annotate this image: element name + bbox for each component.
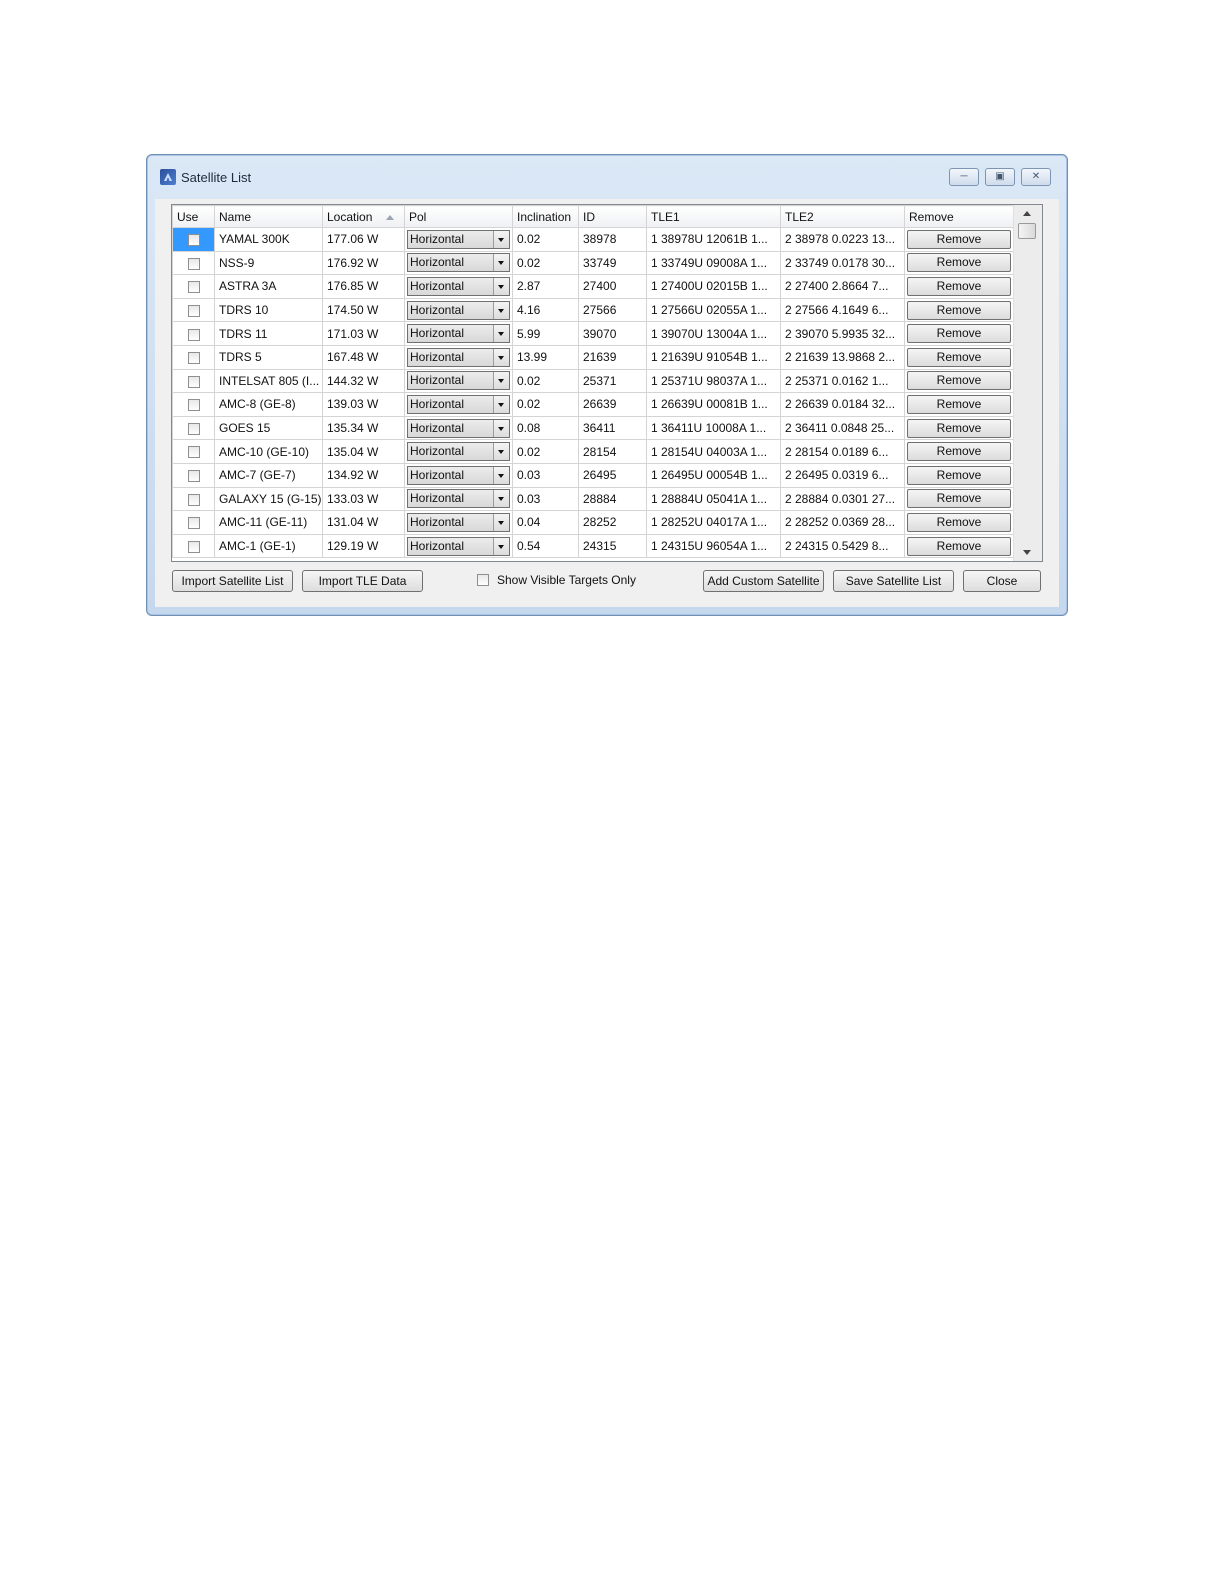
import-satellite-list-button[interactable]: Import Satellite List <box>172 570 293 592</box>
chevron-down-icon[interactable] <box>493 372 509 389</box>
location-cell[interactable]: 135.34 W <box>323 416 405 440</box>
location-cell[interactable]: 139.03 W <box>323 393 405 417</box>
remove-button[interactable]: Remove <box>907 324 1011 343</box>
name-cell[interactable]: ASTRA 3A <box>215 275 323 299</box>
remove-cell <box>905 251 1014 275</box>
use-cell <box>173 228 215 252</box>
inclination-cell[interactable]: 0.03 <box>513 487 579 511</box>
tle1-cell[interactable]: 1 39070U 13004A 1... <box>647 322 781 346</box>
location-cell[interactable]: 131.04 W <box>323 511 405 535</box>
remove-button[interactable]: Remove <box>907 301 1011 320</box>
pol-dropdown-value: Horizontal <box>410 420 465 435</box>
pol-dropdown-value: Horizontal <box>410 349 465 364</box>
pol-dropdown-value: Horizontal <box>410 302 465 317</box>
id-cell[interactable]: 33749 <box>579 251 647 275</box>
inclination-cell[interactable]: 2.87 <box>513 275 579 299</box>
column-header-use[interactable]: Use <box>173 206 215 228</box>
pol-dropdown[interactable] <box>407 489 510 508</box>
chevron-down-icon[interactable] <box>493 490 509 507</box>
remove-cell <box>905 463 1014 487</box>
remove-cell <box>905 393 1014 417</box>
show-visible-targets-label: Show Visible Targets Only <box>497 573 636 587</box>
id-cell[interactable]: 26639 <box>579 393 647 417</box>
name-cell[interactable]: AMC-10 (GE-10) <box>215 440 323 464</box>
tle1-cell[interactable]: 1 21639U 91054B 1... <box>647 345 781 369</box>
save-satellite-list-button[interactable]: Save Satellite List <box>833 570 954 592</box>
table-row[interactable] <box>173 369 1014 393</box>
table-row[interactable] <box>173 298 1014 322</box>
use-checkbox[interactable] <box>188 234 200 246</box>
use-checkbox[interactable] <box>188 305 200 317</box>
remove-cell <box>905 322 1014 346</box>
use-checkbox[interactable] <box>188 470 200 482</box>
sort-ascending-icon <box>386 215 394 220</box>
pol-dropdown-value: Horizontal <box>410 396 465 411</box>
name-cell[interactable]: GALAXY 15 (G-15) <box>215 487 323 511</box>
tle2-cell[interactable]: 2 27566 4.1649 6... <box>781 298 905 322</box>
satellite-table <box>172 205 1014 558</box>
tle2-cell[interactable]: 2 38978 0.0223 13... <box>781 228 905 252</box>
chevron-down-icon[interactable] <box>493 396 509 413</box>
table-row[interactable] <box>173 322 1014 346</box>
close-window-button[interactable] <box>1021 168 1051 186</box>
use-checkbox[interactable] <box>188 494 200 506</box>
satellite-grid <box>171 204 1043 562</box>
column-header-name[interactable]: Name <box>215 206 323 228</box>
close-icon: ✕ <box>1031 171 1041 182</box>
tle1-cell[interactable]: 1 24315U 96054A 1... <box>647 534 781 558</box>
chevron-down-icon[interactable] <box>493 349 509 366</box>
import-tle-data-button[interactable]: Import TLE Data <box>302 570 423 592</box>
id-cell[interactable]: 28884 <box>579 487 647 511</box>
scroll-up-icon[interactable] <box>1023 211 1031 216</box>
tle2-cell[interactable]: 2 36411 0.0848 25... <box>781 416 905 440</box>
column-header-location-label: Location <box>327 209 373 224</box>
use-checkbox[interactable] <box>188 376 200 388</box>
name-cell[interactable]: INTELSAT 805 (I... <box>215 369 323 393</box>
tle1-cell[interactable]: 1 25371U 98037A 1... <box>647 369 781 393</box>
column-header-inclination[interactable]: Inclination <box>513 206 579 228</box>
name-cell[interactable]: AMC-11 (GE-11) <box>215 511 323 535</box>
tle2-cell[interactable]: 2 39070 5.9935 32... <box>781 322 905 346</box>
maximize-button[interactable] <box>985 168 1015 186</box>
chevron-down-icon[interactable] <box>493 231 509 248</box>
use-cell <box>173 511 215 535</box>
remove-cell <box>905 534 1014 558</box>
remove-button[interactable]: Remove <box>907 513 1011 532</box>
pol-cell <box>405 416 513 440</box>
tle1-cell[interactable]: 1 33749U 09008A 1... <box>647 251 781 275</box>
chevron-down-icon[interactable] <box>493 325 509 342</box>
location-cell[interactable]: 177.06 W <box>323 228 405 252</box>
tle1-cell[interactable]: 1 28252U 04017A 1... <box>647 511 781 535</box>
window-client-area <box>155 199 1059 607</box>
table-row[interactable] <box>173 534 1014 558</box>
inclination-cell[interactable]: 0.03 <box>513 463 579 487</box>
tle1-cell[interactable]: 1 28884U 05041A 1... <box>647 487 781 511</box>
inclination-cell[interactable]: 0.02 <box>513 228 579 252</box>
remove-cell <box>905 275 1014 299</box>
chevron-down-icon[interactable] <box>493 420 509 437</box>
use-cell <box>173 345 215 369</box>
remove-button[interactable]: Remove <box>907 253 1011 272</box>
table-row[interactable] <box>173 463 1014 487</box>
id-cell[interactable]: 28154 <box>579 440 647 464</box>
tle1-cell[interactable]: 1 27400U 02015B 1... <box>647 275 781 299</box>
app-logo-icon <box>160 169 176 185</box>
remove-button[interactable]: Remove <box>907 277 1011 296</box>
satellite-list-window <box>146 154 1068 616</box>
remove-button[interactable]: Remove <box>907 442 1011 461</box>
pol-dropdown[interactable] <box>407 419 510 438</box>
minimize-icon: ─ <box>960 171 968 182</box>
column-header-pol[interactable]: Pol <box>405 206 513 228</box>
table-row[interactable] <box>173 345 1014 369</box>
id-cell[interactable]: 27400 <box>579 275 647 299</box>
tle1-cell[interactable]: 1 26495U 00054B 1... <box>647 463 781 487</box>
pol-dropdown-value: Horizontal <box>410 467 465 482</box>
table-row[interactable] <box>173 228 1014 252</box>
remove-cell <box>905 345 1014 369</box>
name-cell[interactable]: TDRS 11 <box>215 322 323 346</box>
inclination-cell[interactable]: 0.04 <box>513 511 579 535</box>
use-checkbox[interactable] <box>188 258 200 270</box>
use-cell <box>173 440 215 464</box>
tle2-cell[interactable]: 2 26639 0.0184 32... <box>781 393 905 417</box>
location-cell[interactable]: 133.03 W <box>323 487 405 511</box>
tle2-cell[interactable]: 2 21639 13.9868 2... <box>781 345 905 369</box>
table-header-row <box>173 206 1014 228</box>
use-cell <box>173 393 215 417</box>
tle2-cell[interactable]: 2 33749 0.0178 30... <box>781 251 905 275</box>
table-row[interactable] <box>173 416 1014 440</box>
table-row[interactable] <box>173 440 1014 464</box>
pol-dropdown-value: Horizontal <box>410 231 465 246</box>
pol-cell <box>405 534 513 558</box>
use-checkbox[interactable] <box>188 352 200 364</box>
tle1-cell[interactable]: 1 26639U 00081B 1... <box>647 393 781 417</box>
remove-button[interactable]: Remove <box>907 348 1011 367</box>
pol-cell <box>405 275 513 299</box>
name-cell[interactable]: AMC-7 (GE-7) <box>215 463 323 487</box>
table-row[interactable] <box>173 487 1014 511</box>
use-checkbox[interactable] <box>188 281 200 293</box>
pol-dropdown[interactable] <box>407 253 510 272</box>
remove-cell <box>905 416 1014 440</box>
use-checkbox[interactable] <box>188 517 200 529</box>
remove-cell <box>905 298 1014 322</box>
chevron-down-icon[interactable] <box>493 538 509 555</box>
inclination-cell[interactable]: 4.16 <box>513 298 579 322</box>
remove-button[interactable]: Remove <box>907 230 1011 249</box>
inclination-cell[interactable]: 0.02 <box>513 251 579 275</box>
pol-cell <box>405 228 513 252</box>
remove-button[interactable]: Remove <box>907 489 1011 508</box>
title-bar[interactable] <box>147 155 1067 199</box>
pol-dropdown-value: Horizontal <box>410 278 465 293</box>
name-cell[interactable]: GOES 15 <box>215 416 323 440</box>
pol-cell <box>405 393 513 417</box>
chevron-down-icon[interactable] <box>493 443 509 460</box>
table-body <box>173 228 1014 558</box>
use-cell <box>173 369 215 393</box>
tle2-cell[interactable]: 2 27400 2.8664 7... <box>781 275 905 299</box>
pol-dropdown[interactable] <box>407 230 510 249</box>
remove-cell <box>905 440 1014 464</box>
scroll-thumb[interactable] <box>1018 223 1036 239</box>
pol-dropdown[interactable] <box>407 466 510 485</box>
vertical-scrollbar[interactable] <box>1013 205 1042 561</box>
inclination-cell[interactable]: 0.54 <box>513 534 579 558</box>
pol-dropdown[interactable] <box>407 442 510 461</box>
table-row[interactable] <box>173 511 1014 535</box>
window-title: Satellite List <box>181 170 252 185</box>
name-cell[interactable]: TDRS 10 <box>215 298 323 322</box>
show-visible-targets-checkbox[interactable] <box>477 574 489 586</box>
use-checkbox[interactable] <box>188 446 200 458</box>
pol-dropdown[interactable] <box>407 324 510 343</box>
pol-dropdown[interactable] <box>407 537 510 556</box>
use-checkbox[interactable] <box>188 541 200 553</box>
use-checkbox[interactable] <box>188 329 200 341</box>
use-checkbox[interactable] <box>188 423 200 435</box>
pol-dropdown-value: Horizontal <box>410 326 465 341</box>
remove-button[interactable]: Remove <box>907 371 1011 390</box>
inclination-cell[interactable]: 0.02 <box>513 369 579 393</box>
remove-cell <box>905 228 1014 252</box>
pol-dropdown[interactable] <box>407 301 510 320</box>
use-checkbox[interactable] <box>188 399 200 411</box>
remove-cell <box>905 369 1014 393</box>
location-cell[interactable]: 167.48 W <box>323 345 405 369</box>
location-cell[interactable]: 144.32 W <box>323 369 405 393</box>
id-cell[interactable]: 27566 <box>579 298 647 322</box>
maximize-icon: ▣ <box>995 171 1005 182</box>
tle1-cell[interactable]: 1 38978U 12061B 1... <box>647 228 781 252</box>
tle2-cell[interactable]: 2 28252 0.0369 28... <box>781 511 905 535</box>
name-cell[interactable]: YAMAL 300K <box>215 228 323 252</box>
pol-dropdown[interactable] <box>407 348 510 367</box>
pol-dropdown-value: Horizontal <box>410 491 465 506</box>
table-row[interactable] <box>173 275 1014 299</box>
table-row[interactable] <box>173 251 1014 275</box>
column-header-tle2[interactable]: TLE2 <box>781 206 905 228</box>
remove-button[interactable]: Remove <box>907 537 1011 556</box>
tle2-cell[interactable]: 2 28154 0.0189 6... <box>781 440 905 464</box>
column-header-remove[interactable]: Remove <box>905 206 1014 228</box>
chevron-down-icon[interactable] <box>493 254 509 271</box>
pol-cell <box>405 298 513 322</box>
pol-cell <box>405 345 513 369</box>
chevron-down-icon[interactable] <box>493 302 509 319</box>
tle1-cell[interactable]: 1 27566U 02055A 1... <box>647 298 781 322</box>
pol-dropdown-value: Horizontal <box>410 538 465 553</box>
close-button[interactable]: Close <box>963 570 1041 592</box>
pol-dropdown[interactable] <box>407 513 510 532</box>
chevron-down-icon[interactable] <box>493 278 509 295</box>
pol-cell <box>405 251 513 275</box>
inclination-cell[interactable]: 0.02 <box>513 393 579 417</box>
use-cell <box>173 298 215 322</box>
pol-cell <box>405 369 513 393</box>
show-visible-targets-toggle[interactable] <box>477 573 636 587</box>
location-cell[interactable]: 176.92 W <box>323 251 405 275</box>
scroll-down-icon[interactable] <box>1023 550 1031 555</box>
name-cell[interactable]: AMC-1 (GE-1) <box>215 534 323 558</box>
chevron-down-icon[interactable] <box>493 467 509 484</box>
name-cell[interactable]: NSS-9 <box>215 251 323 275</box>
location-cell[interactable]: 171.03 W <box>323 322 405 346</box>
pol-cell <box>405 487 513 511</box>
column-header-tle1[interactable]: TLE1 <box>647 206 781 228</box>
chevron-down-icon[interactable] <box>493 514 509 531</box>
pol-cell <box>405 463 513 487</box>
add-custom-satellite-button[interactable]: Add Custom Satellite <box>703 570 824 592</box>
id-cell[interactable]: 38978 <box>579 228 647 252</box>
pol-dropdown[interactable] <box>407 277 510 296</box>
id-cell[interactable]: 21639 <box>579 345 647 369</box>
use-cell <box>173 534 215 558</box>
use-cell <box>173 416 215 440</box>
id-cell[interactable]: 24315 <box>579 534 647 558</box>
remove-cell <box>905 511 1014 535</box>
location-cell[interactable]: 129.19 W <box>323 534 405 558</box>
column-header-id[interactable]: ID <box>579 206 647 228</box>
use-cell <box>173 251 215 275</box>
pol-dropdown-value: Horizontal <box>410 514 465 529</box>
pol-dropdown[interactable] <box>407 371 510 390</box>
name-cell[interactable]: TDRS 5 <box>215 345 323 369</box>
id-cell[interactable]: 39070 <box>579 322 647 346</box>
pol-cell <box>405 322 513 346</box>
pol-dropdown[interactable] <box>407 395 510 414</box>
id-cell[interactable]: 26495 <box>579 463 647 487</box>
location-cell[interactable]: 174.50 W <box>323 298 405 322</box>
inclination-cell[interactable]: 0.02 <box>513 440 579 464</box>
remove-button[interactable]: Remove <box>907 419 1011 438</box>
use-cell <box>173 275 215 299</box>
name-cell[interactable]: AMC-8 (GE-8) <box>215 393 323 417</box>
pol-dropdown-value: Horizontal <box>410 373 465 388</box>
tle2-cell[interactable]: 2 28884 0.0301 27... <box>781 487 905 511</box>
column-header-location[interactable] <box>323 206 405 228</box>
location-cell[interactable]: 134.92 W <box>323 463 405 487</box>
use-cell <box>173 463 215 487</box>
inclination-cell[interactable]: 13.99 <box>513 345 579 369</box>
pol-dropdown-value: Horizontal <box>410 255 465 270</box>
remove-button[interactable]: Remove <box>907 466 1011 485</box>
id-cell[interactable]: 36411 <box>579 416 647 440</box>
remove-button[interactable]: Remove <box>907 395 1011 414</box>
use-cell <box>173 487 215 511</box>
table-row[interactable] <box>173 393 1014 417</box>
pol-cell <box>405 511 513 535</box>
use-cell <box>173 322 215 346</box>
inclination-cell[interactable]: 0.08 <box>513 416 579 440</box>
tle2-cell[interactable]: 2 26495 0.0319 6... <box>781 463 905 487</box>
minimize-button[interactable] <box>949 168 979 186</box>
inclination-cell[interactable]: 5.99 <box>513 322 579 346</box>
location-cell[interactable]: 176.85 W <box>323 275 405 299</box>
tle1-cell[interactable]: 1 28154U 04003A 1... <box>647 440 781 464</box>
tle1-cell[interactable]: 1 36411U 10008A 1... <box>647 416 781 440</box>
pol-dropdown-value: Horizontal <box>410 444 465 459</box>
tle2-cell[interactable]: 2 25371 0.0162 1... <box>781 369 905 393</box>
location-cell[interactable]: 135.04 W <box>323 440 405 464</box>
id-cell[interactable]: 28252 <box>579 511 647 535</box>
tle2-cell[interactable]: 2 24315 0.5429 8... <box>781 534 905 558</box>
id-cell[interactable]: 25371 <box>579 369 647 393</box>
pol-cell <box>405 440 513 464</box>
remove-cell <box>905 487 1014 511</box>
